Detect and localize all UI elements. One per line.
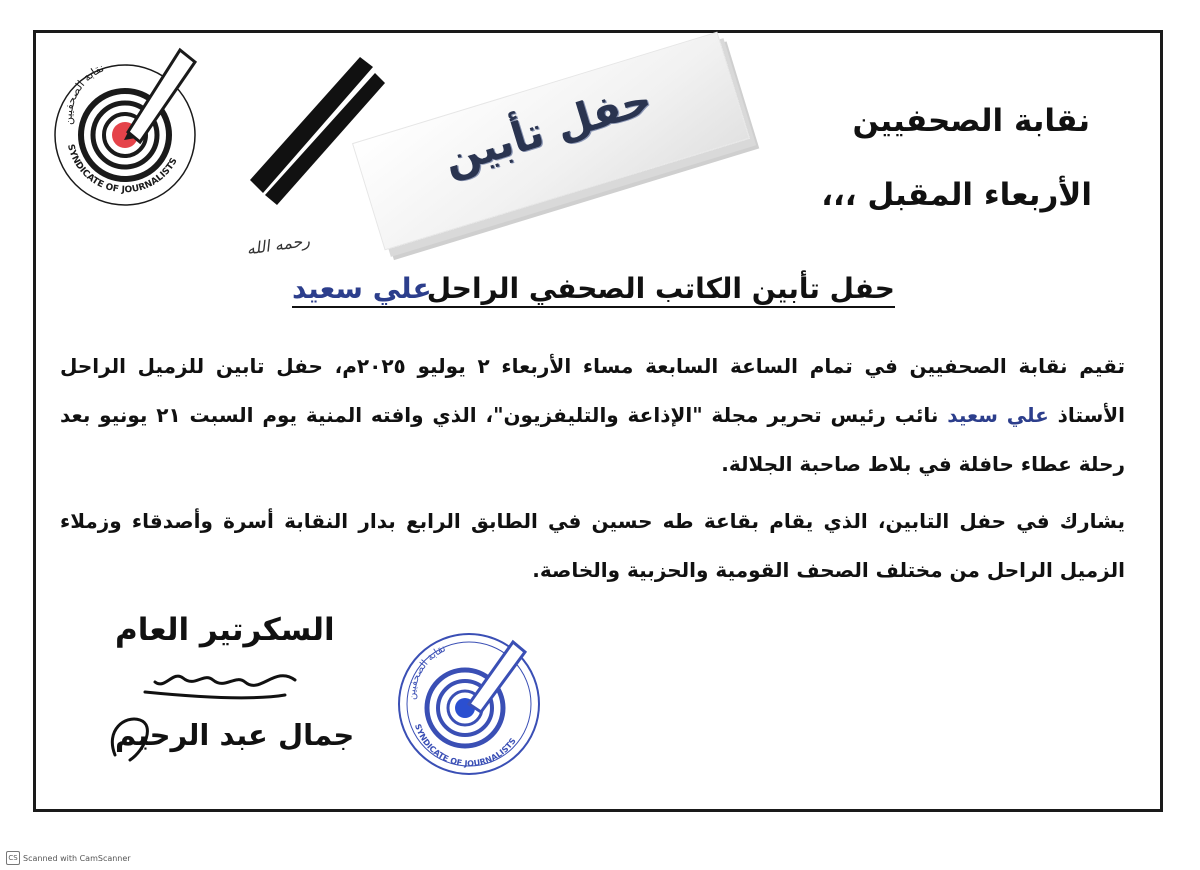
headline: حفل تأبين الكاتب الصحفي الراحل <box>426 272 895 305</box>
handwritten-signature <box>85 660 325 770</box>
syndicate-logo <box>50 40 200 215</box>
syndicate-stamp <box>395 630 543 778</box>
secretary-name: جمال عبد الرحيم <box>115 718 355 752</box>
stamp-arabic-text: نقابة الصحفيين <box>406 643 448 701</box>
logo-arabic-text: نقابة الصحفيين <box>61 61 106 126</box>
logo-english-text: SYNDICATE OF JOURNALISTS <box>64 143 180 196</box>
paragraph-1 <box>60 342 1125 489</box>
paragraph-2: يشارك في حفل التابين، الذي يقام بقاعة طه حسين في الطابق الرابع بدار النقابة أسرة وأصدقاء وزملاء الزميل الراحل من مختلف الصحف القومية والحزبية والخاصة. <box>60 509 1125 582</box>
scanner-text: Scanned with CamScanner <box>23 853 131 863</box>
headline-name: علي سعيد <box>292 272 432 305</box>
paragraph-1-name: علي سعيد <box>947 403 1049 427</box>
paragraph-1-part1: تقيم نقابة الصحفيين في تمام الساعة السابعة مساء الأربعاء ٢ يوليو ٢٠٢٥م، حفل تابين للزميل الراحل الأستاذ <box>60 354 1126 427</box>
date-line: الأربعاء المقبل ،،، <box>821 177 1092 213</box>
card-title: حفل تأبين <box>437 74 658 184</box>
stamp-english-text: SYNDICATE OF JOURNALISTS <box>413 722 518 769</box>
secretary-title: السكرتير العام <box>115 612 335 648</box>
camscanner-icon: CS <box>6 851 20 865</box>
blessing: رحمه الله <box>245 230 311 259</box>
paragraph-1-part2: نائب رئيس تحرير مجلة "الإذاعة والتليفزيون"، الذي وافته المنية يوم السبت ٢١ يونيو بعد رحلة عطاء حافلة في بلاط صاحبة الجلالة. <box>60 403 1125 476</box>
scanner-watermark <box>6 851 131 865</box>
syndicate-name: نقابة الصحفيين <box>852 103 1090 139</box>
